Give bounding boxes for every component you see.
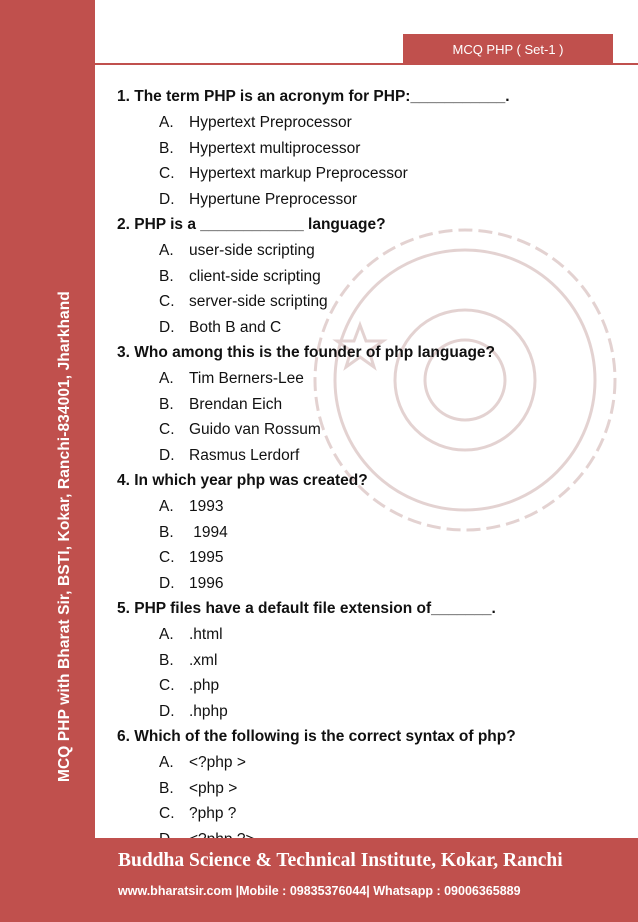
option-text: 1996 [189,574,224,592]
answer-option [117,494,617,520]
question-text: 3. Who among this is the founder of php language? [117,344,496,361]
question-list [117,84,617,852]
option-letter: D. [159,190,175,208]
option-text: server-side scripting [189,293,328,310]
option-letter: C. [159,165,175,182]
question-text: 4. In which year php was created? [117,472,368,489]
option-letter: D. [159,574,175,592]
answer-option [117,264,617,290]
answer-option [117,238,617,264]
option-letter: D. [159,702,175,720]
option-text: Hypertext multiprocessor [189,139,361,157]
answer-option [117,648,617,674]
answer-option [117,136,617,162]
option-letter: B. [159,267,174,285]
answer-option [117,801,617,827]
option-text: Brendan Eich [189,395,283,413]
option-letter: C. [159,293,175,310]
answer-option [117,417,617,443]
sidebar-caption: MCQ PHP with Bharat Sir, BSTI, Kokar, Ranchi-834001, Jharkhand [56,291,73,782]
answer-option [117,289,617,315]
option-text: Guido van Rossum [189,421,321,438]
answer-option [117,750,617,776]
option-letter: C. [159,549,175,566]
answer-option [117,776,617,802]
answer-option [117,571,617,597]
option-text: Rasmus Lerdorf [189,446,300,464]
question-text: 1. The term PHP is an acronym for PHP:___________. [117,88,510,105]
answer-option [117,622,617,648]
answer-option [117,520,617,546]
option-letter: C. [159,421,175,438]
answer-option [117,315,617,341]
option-letter: A. [159,626,174,643]
answer-option [117,161,617,187]
option-letter: A. [159,498,174,515]
option-letter: C. [159,805,175,822]
answer-option [117,366,617,392]
option-text: 1994 [189,523,228,541]
contact-line: www.bharatsir.com |Mobile : 09835376044| Whatsapp : 09006365889 [118,884,521,898]
institute-name: Buddha Science & Technical Institute, Kokar, Ranchi [118,850,563,871]
option-letter: A. [159,114,174,131]
option-text: client-side scripting [189,267,321,285]
option-text: .html [189,626,223,643]
sidebar-band [0,0,95,922]
answer-option [117,545,617,571]
option-text: Hypertext Preprocessor [189,114,352,131]
option-letter: A. [159,370,174,387]
option-text: Tim Berners-Lee [189,370,304,387]
option-letter: B. [159,779,174,797]
option-text: Both B and C [189,318,282,336]
option-text: Hypertext markup Preprocessor [189,165,408,182]
answer-option [117,110,617,136]
option-text: <?php > [189,754,246,771]
option-letter: B. [159,139,174,157]
option-letter: B. [159,651,174,669]
answer-option [117,443,617,469]
option-letter: A. [159,242,174,259]
option-letter: D. [159,318,175,336]
answer-option [117,673,617,699]
answer-option [117,187,617,213]
answer-option [117,392,617,418]
option-letter: A. [159,754,174,771]
question-text: 2. PHP is a ____________ language? [117,216,386,233]
question-text: 5. PHP files have a default file extension of_______. [117,600,496,617]
answer-option [117,699,617,725]
option-text: 1995 [189,549,224,566]
option-letter: C. [159,677,175,694]
option-letter: D. [159,446,175,464]
question-text: 6. Which of the following is the correct syntax of php? [117,728,516,745]
option-text: .hphp [189,702,228,720]
option-text: user-side scripting [189,242,315,259]
option-letter: B. [159,523,174,541]
option-text: <php > [189,779,238,797]
option-letter: B. [159,395,174,413]
option-text: .xml [189,651,218,669]
footer-band [95,838,638,922]
set-badge: MCQ PHP ( Set-1 ) [403,34,613,64]
option-text: 1993 [189,498,224,515]
option-text: ?php ? [189,805,237,822]
option-text: Hypertune Preprocessor [189,190,357,208]
option-text: .php [189,677,220,694]
